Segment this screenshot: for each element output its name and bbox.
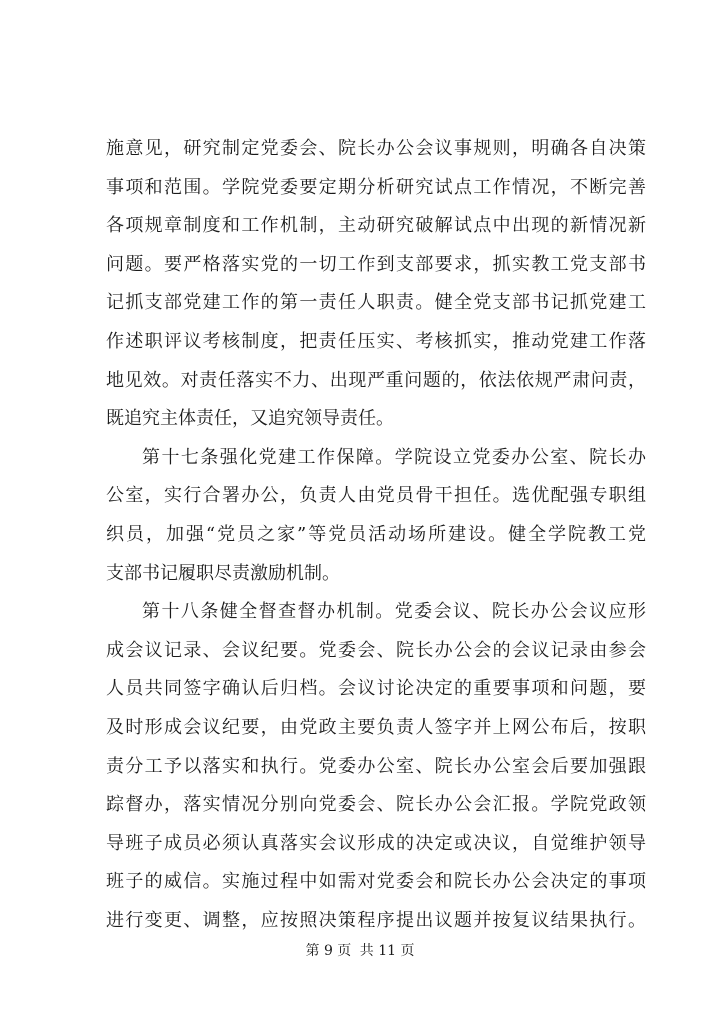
text-line: 施意见，研究制定党委会、院长办公会议事规则，明确各自决策 [106,138,646,159]
text-line: 支部书记履职尽责激励机制。 [106,562,340,584]
text-line: 第十八条健全督查督办机制。党委会议、院长办公会议应形 [142,601,646,623]
text-line: 成会议记录、会议纪要。党委会、院长办公会的会议记录由参会 [106,639,646,661]
body-text [106,130,646,940]
text-line: 公室，实行合署办公，负责人由党员骨干担任。选优配强专职组 [106,485,646,507]
text-line: 记抓支部党建工作的第一责任人职责。健全党支部书记抓党建工 [106,292,646,314]
text-line: 人员共同签字确认后归档。会议讨论决定的重要事项和问题，要 [106,678,646,700]
text-line: 进行变更、调整，应按照决策程序提出议题并按复议结果执行。 [106,909,646,931]
page-footer [0,940,720,960]
text-line: 责分工予以落实和执行。党委办公室、院长办公室会后要加强跟 [106,755,646,777]
text-line: 织员，加强“党员之家”等党员活动场所建设。健全学院教工党 [106,523,646,545]
text-line: 各项规章制度和工作机制，主动研究破解试点中出现的新情况新 [106,215,646,237]
text-line: 及时形成会议纪要，由党政主要负责人签字并上网公布后，按职 [106,716,646,738]
page-total: 共 11 页 [359,943,415,959]
text-line: 作述职评议考核制度，把责任压实、考核抓实，推动党建工作落 [106,330,646,352]
text-line: 地见效。对责任落实不力、出现严重问题的，依法依规严肃问责， [106,369,646,391]
text-line: 导班子成员必须认真落实会议形成的决定或决议，自觉维护领导 [106,832,646,854]
page-number: 第 9 页 [305,943,352,959]
text-line: 问题。要严格落实党的一切工作到支部要求，抓实教工党支部书 [106,253,646,275]
text-line: 事项和范围。学院党委要定期分析研究试点工作情况，不断完善 [106,176,646,198]
text-line: 既追究主体责任，又追究领导责任。 [106,408,394,430]
text-line: 第十七条强化党建工作保障。学院设立党委办公室、院长办 [142,446,646,468]
text-line: 踪督办，落实情况分别向党委会、院长办公会汇报。学院党政领 [106,794,646,816]
text-line: 班子的威信。实施过程中如需对党委会和院长办公会决定的事项 [106,871,646,893]
